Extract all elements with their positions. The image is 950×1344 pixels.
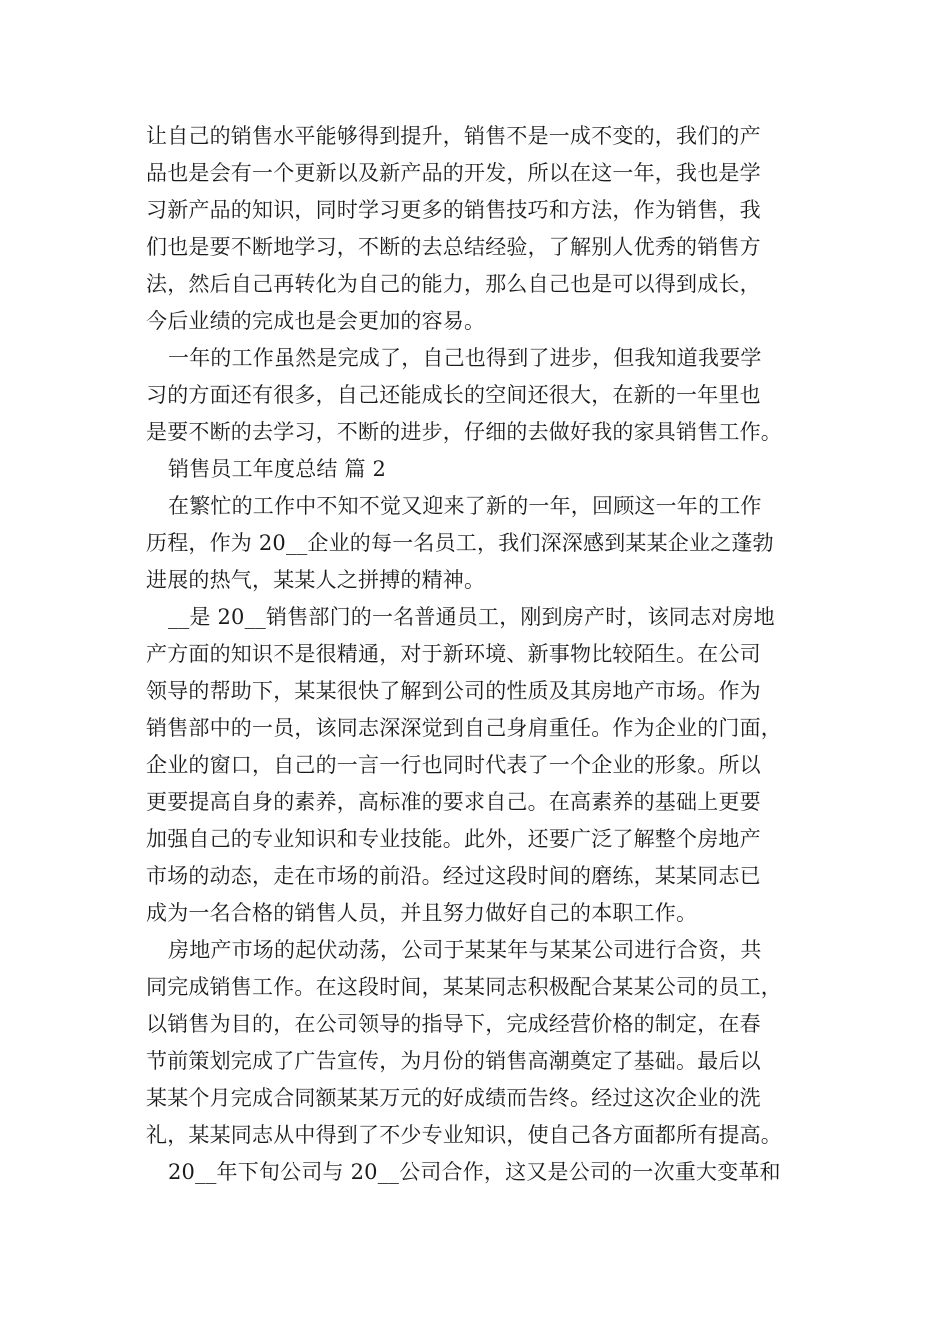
text-line: 品也是会有一个更新以及新产品的开发，所以在这一年，我也是学 xyxy=(146,161,761,185)
text-line: 今后业绩的完成也是会更加的容易。 xyxy=(146,309,486,333)
text-line: 更要提高自身的素养，高标准的要求自己。在高素养的基础上更要 xyxy=(146,790,761,814)
text-line: 产方面的知识不是很精通，对于新环境、新事物比较陌生。在公司 xyxy=(146,642,761,666)
text-line: 历程，作为 20__企业的每一名员工，我们深深感到某某企业之蓬勃 xyxy=(146,531,774,555)
section-heading: 销售员工年度总结 篇 2 xyxy=(168,457,387,481)
paragraph-first-line: 房地产市场的起伏动荡，公司于某某年与某某公司进行合资，共 xyxy=(168,938,762,962)
text-line: 们也是要不断地学习，不断的去总结经验，了解别人优秀的销售方 xyxy=(146,235,761,259)
text-line: 以销售为目的，在公司领导的指导下，完成经营价格的制定，在春 xyxy=(146,1012,761,1036)
paragraph-first-line: 一年的工作虽然是完成了，自己也得到了进步，但我知道我要学 xyxy=(168,346,762,370)
text-line: 法，然后自己再转化为自己的能力，那么自己也是可以得到成长， xyxy=(146,272,761,296)
text-line: 销售部中的一员，该同志深深觉到自己身肩重任。作为企业的门面， xyxy=(146,716,782,740)
paragraph-first-line: 在繁忙的工作中不知不觉又迎来了新的一年，回顾这一年的工作 xyxy=(168,494,762,518)
text-line: 习新产品的知识，同时学习更多的销售技巧和方法，作为销售，我 xyxy=(146,198,761,222)
text-line: 进展的热气，某某人之拼搏的精神。 xyxy=(146,568,486,592)
text-line: 同完成销售工作。在这段时间，某某同志积极配合某某公司的员工， xyxy=(146,975,782,999)
text-line: 礼，某某同志从中得到了不少专业知识，使自己各方面都所有提高。 xyxy=(146,1123,782,1147)
text-line: 是要不断的去学习，不断的进步，仔细的去做好我的家具销售工作。 xyxy=(146,420,782,444)
text-line: 领导的帮助下，某某很快了解到公司的性质及其房地产市场。作为 xyxy=(146,679,761,703)
text-line: 节前策划完成了广告宣传，为月份的销售高潮奠定了基础。最后以 xyxy=(146,1049,761,1073)
text-line: 加强自己的专业知识和专业技能。此外，还要广泛了解整个房地产 xyxy=(146,827,761,851)
text-line: 成为一名合格的销售人员，并且努力做好自己的本职工作。 xyxy=(146,901,698,925)
paragraph-first-line: 20__年下旬公司与 20__公司合作，这又是公司的一次重大变革和 xyxy=(168,1160,781,1184)
text-line: 企业的窗口，自己的一言一行也同时代表了一个企业的形象。所以 xyxy=(146,753,761,777)
text-line: 市场的动态，走在市场的前沿。经过这段时间的磨练，某某同志已 xyxy=(146,864,761,888)
text-line: 某某个月完成合同额某某万元的好成绩而告终。经过这次企业的洗 xyxy=(146,1086,761,1110)
text-line: 让自己的销售水平能够得到提升，销售不是一成不变的，我们的产 xyxy=(146,124,761,148)
paragraph-first-line: __是 20__销售部门的一名普通员工，刚到房产时，该同志对房地 xyxy=(168,605,775,629)
text-line: 习的方面还有很多，自己还能成长的空间还很大，在新的一年里也 xyxy=(146,383,761,407)
